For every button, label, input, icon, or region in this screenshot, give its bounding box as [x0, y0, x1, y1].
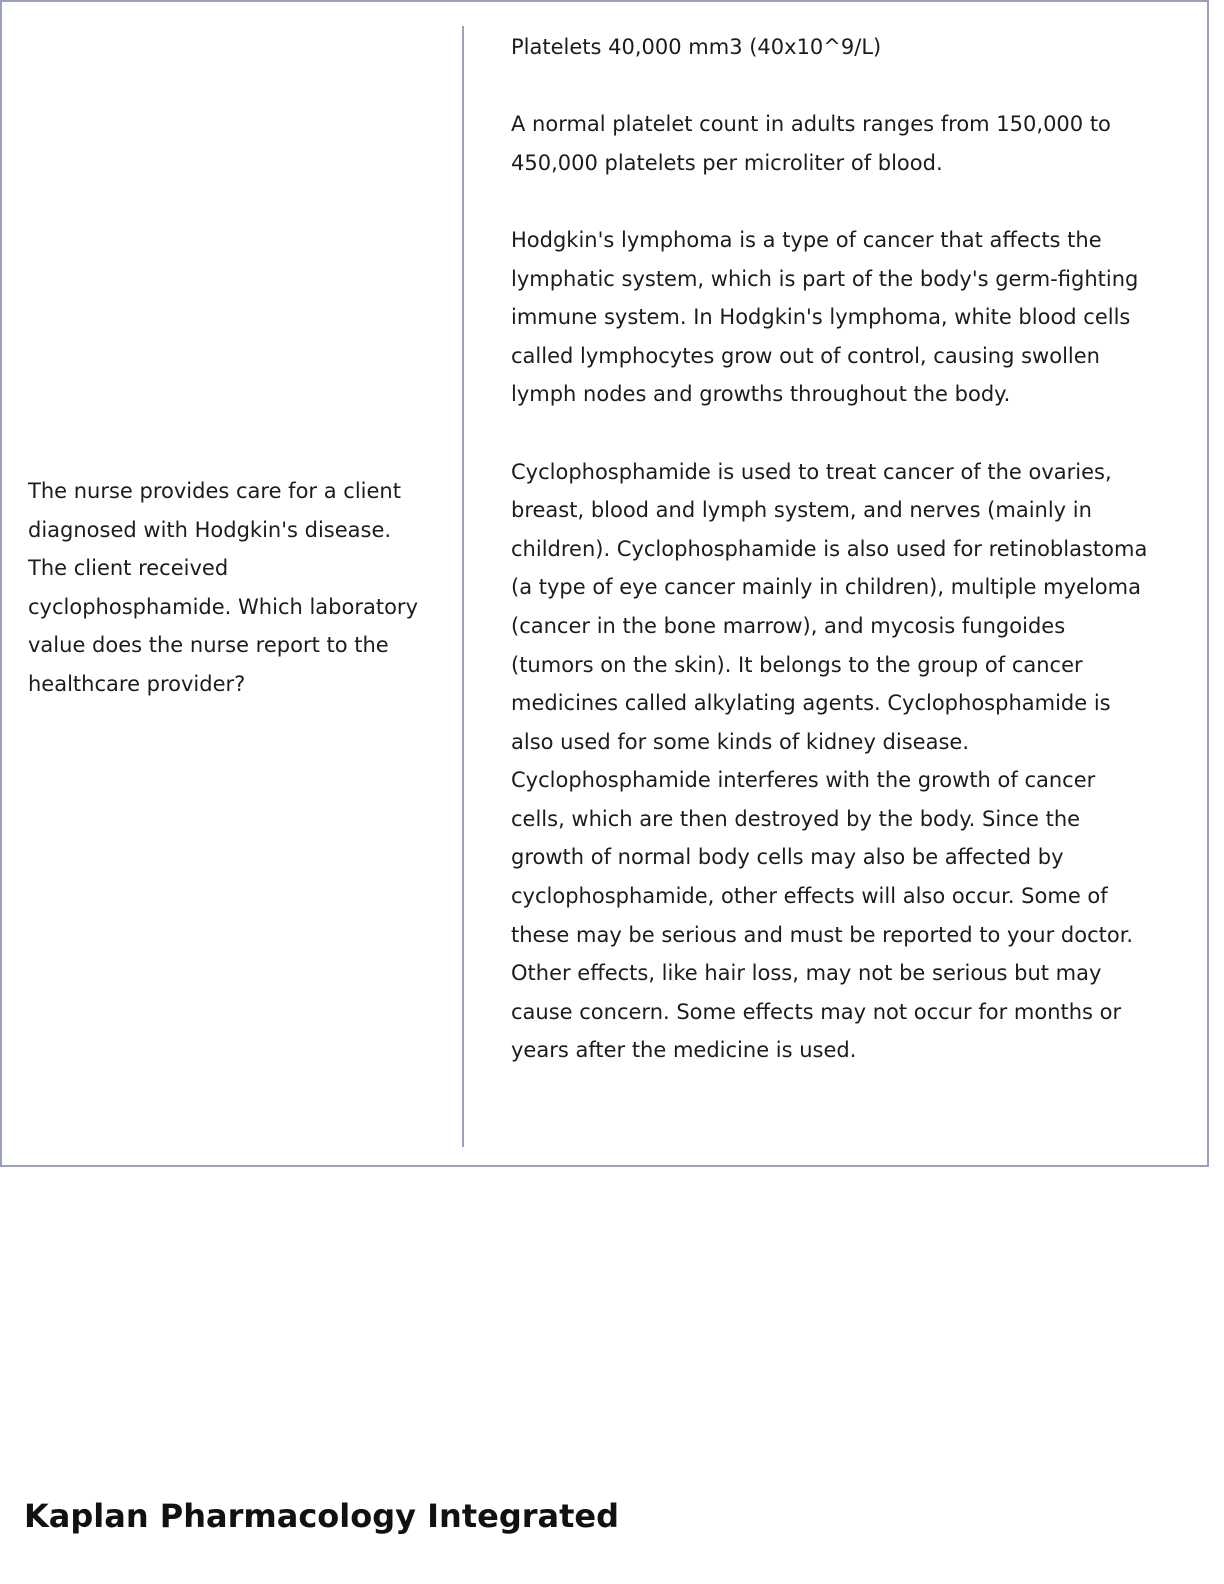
column-divider — [462, 26, 464, 1147]
answer-paragraph-normal-range: A normal platelet count in adults ranges from 150,000 to 450,000 platelets per microliter of blood. — [511, 112, 1111, 175]
answer-panel — [511, 28, 1151, 1070]
answer-paragraph-hodgkins: Hodgkin's lymphoma is a type of cancer that affects the lymphatic system, which is part of the body's germ-fighting immune system. In Hodgkin's lymphoma, white blood cells called lymphocytes grow out of control, causing swollen lymph nodes and growths throughout the body. — [511, 227, 1139, 407]
answer-paragraph-uses: Cyclophosphamide is used to treat cancer of the ovaries, breast, blood and lymph system, and nerves (mainly in children). Cyclophosphamide is also used for retinoblastoma (a type of eye cancer mainly in children), multiple myeloma (cancer in the bone marrow), and mycosis fungoides (tumors on the skin). It belongs to the group of cancer medicines called alkylating agents. Cyclophosphamide is also used for some kinds of kidney disease. — [511, 459, 1148, 754]
footer-title: Kaplan Pharmacology Integrated — [24, 1497, 620, 1535]
question-text: The nurse provides care for a client diagnosed with Hodgkin's disease. The client received cyclophosphamide. Which laboratory value does the nurse report to the healthcare provider? — [28, 479, 418, 696]
answer-paragraph-effects: Cyclophosphamide interferes with the growth of cancer cells, which are then destroyed by the body. Since the growth of normal body cells may also be affected by cyclophosphamide, other effects will also occur. Some of these may be serious and must be reported to your doctor. Other effects, like hair loss, may not be serious but may cause concern. Some effects may not occur for months or years after the medicine is used. — [511, 768, 1134, 1063]
answer-heading: Platelets 40,000 mm3 (40x10^9/L) — [511, 35, 882, 59]
